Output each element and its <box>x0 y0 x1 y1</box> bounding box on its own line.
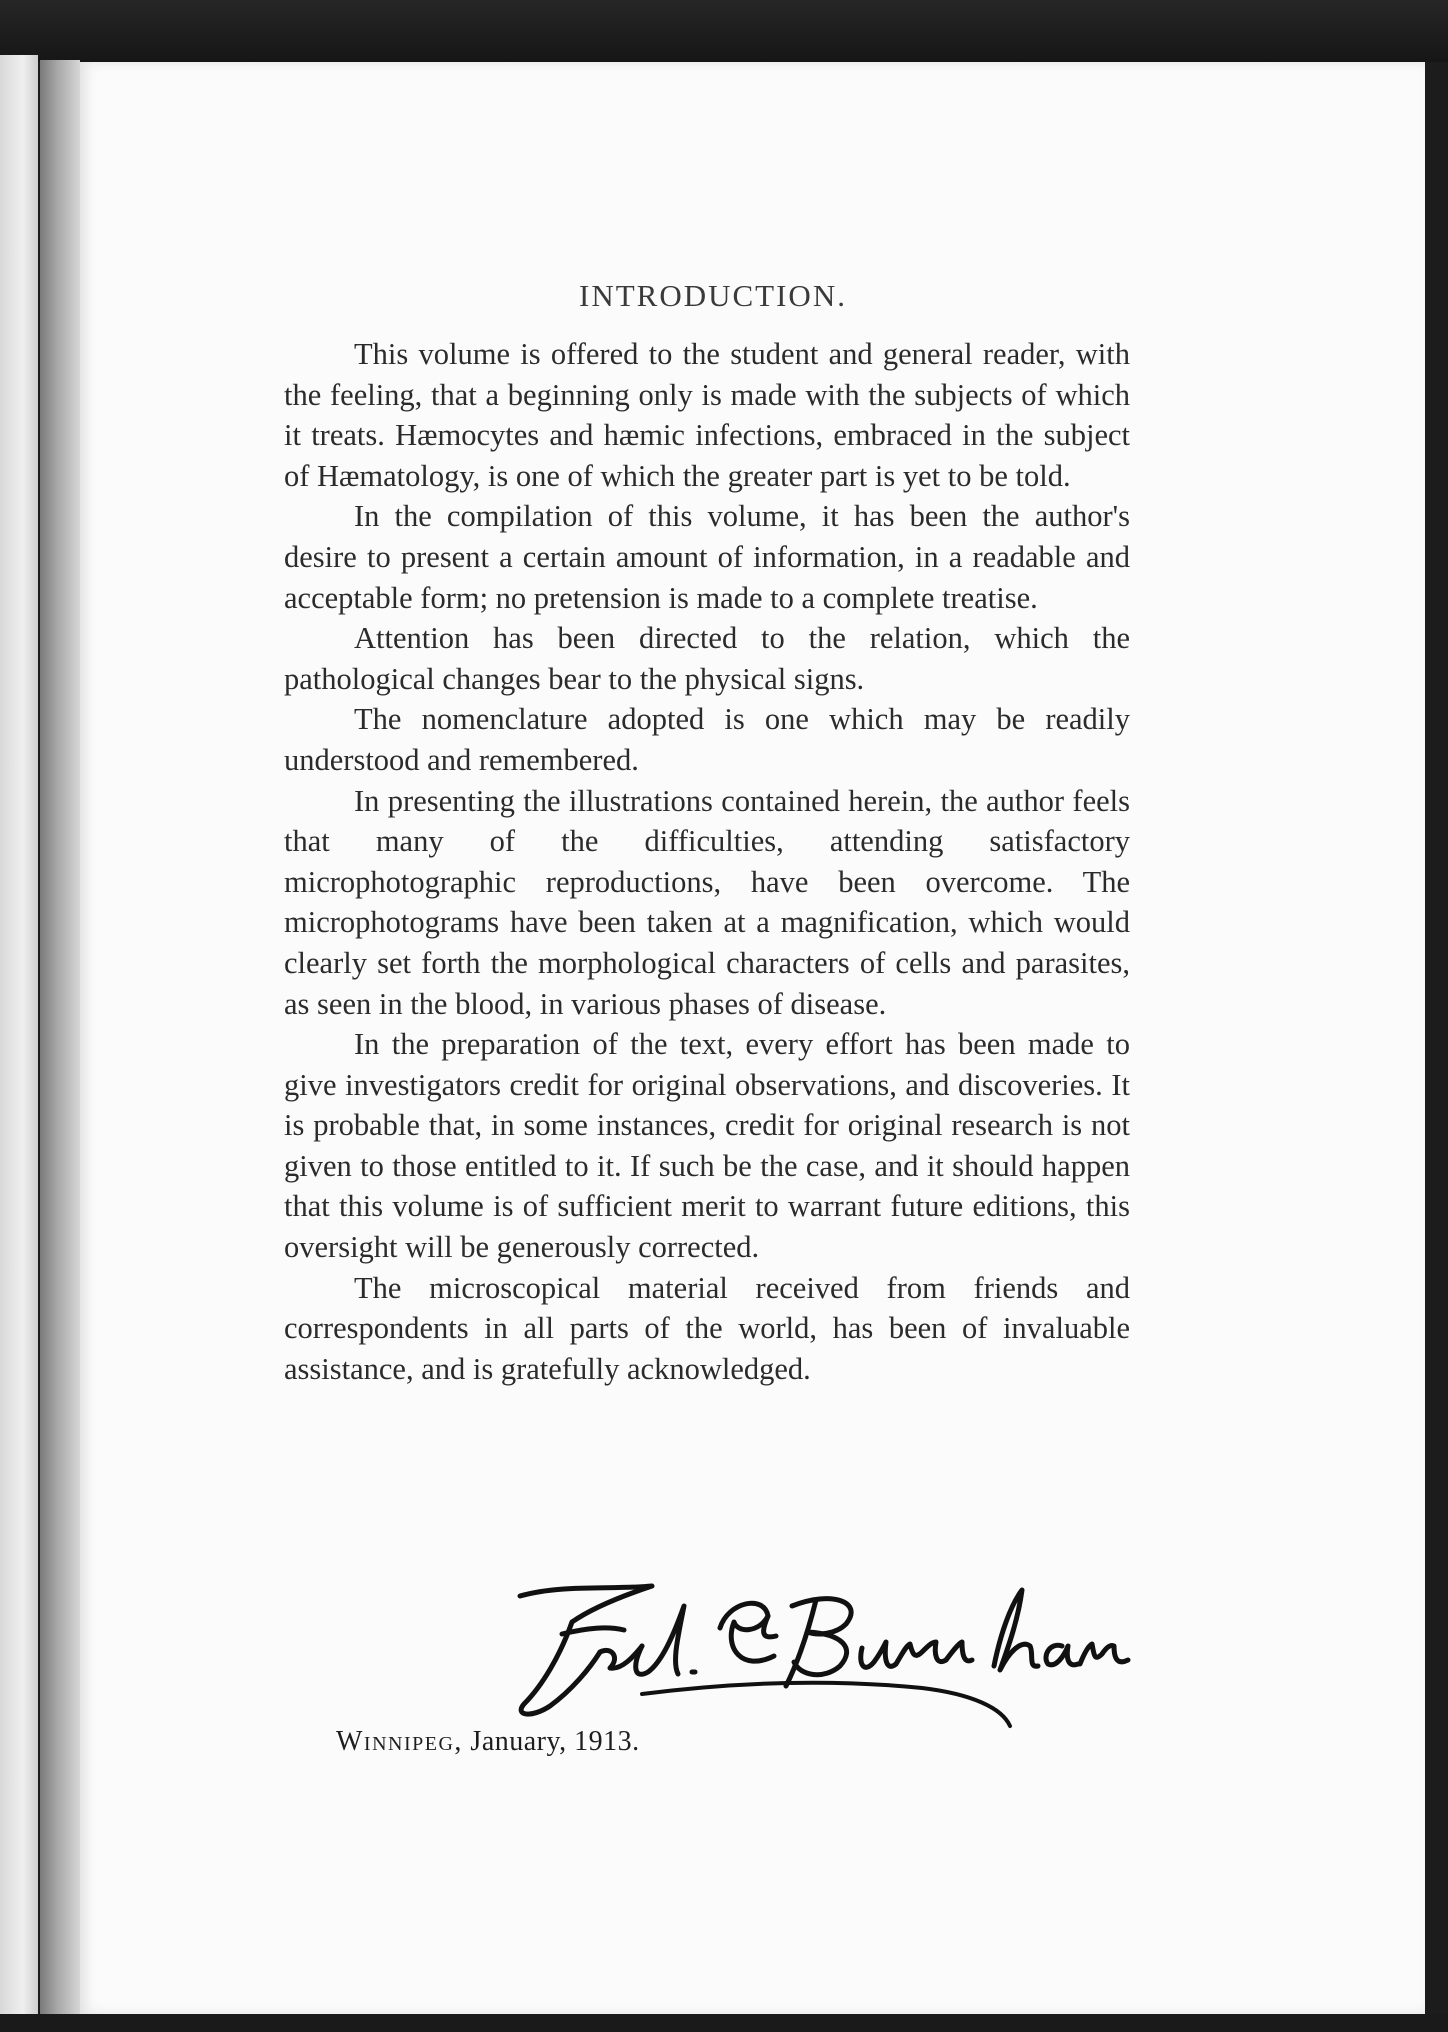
scan-top-border <box>0 0 1448 62</box>
paragraph-6: In the preparation of the text, every effort has been made to give investigators credit for original observations, and discoveries. It is probable that, in some instances, credit for original research is not given to those entitled to it. If such be the case, and it should happen that this volume is of sufficient merit to warrant future editions, this oversight will be generously corrected. <box>284 1027 1130 1265</box>
page-content <box>284 278 1130 1389</box>
paragraph-3: Attention has been directed to the relation, which the pathological changes bear to the physical signs. <box>284 621 1130 696</box>
paragraph-7: The microscopical material received from friends and correspondents in all parts of the world, has been of invaluable assistance, and is gratefully acknowledged. <box>284 1270 1130 1386</box>
paragraph-4: The nomenclature adopted is one which may be readily understood and remembered. <box>284 702 1130 777</box>
paragraph-2: In the compilation of this volume, it has been the author's desire to present a certain amount of information, in a readable and acceptable form; no pretension is made to a complete treatise. <box>284 499 1130 615</box>
paragraph-1: This volume is offered to the student and general reader, with the feeling, that a beginning only is made with the subjects of which it treats. Hæmocytes and hæmic infections, embraced in the subject of Hæmatology, is one of which the greater part is yet to be told. <box>284 337 1130 493</box>
page-title: INTRODUCTION. <box>579 278 847 313</box>
paragraph-5: In presenting the illustrations contained herein, the author feels that many of the difficulties, attending satisfactory microphotographic reproductions, have been overcome. The microphotograms have been taken at a magnification, which would clearly set forth the morphological characters of cells and parasites, as seen in the blood, in various phases of disease. <box>284 783 1130 1021</box>
place-name: Winnipeg, <box>336 1726 463 1757</box>
scan-bottom-border <box>0 2014 1448 2032</box>
date-text: January, 1913. <box>470 1726 640 1757</box>
place-date-line <box>336 1726 640 1758</box>
page-gutter-shadow <box>40 60 80 2032</box>
adjacent-page-edge <box>0 55 38 2032</box>
